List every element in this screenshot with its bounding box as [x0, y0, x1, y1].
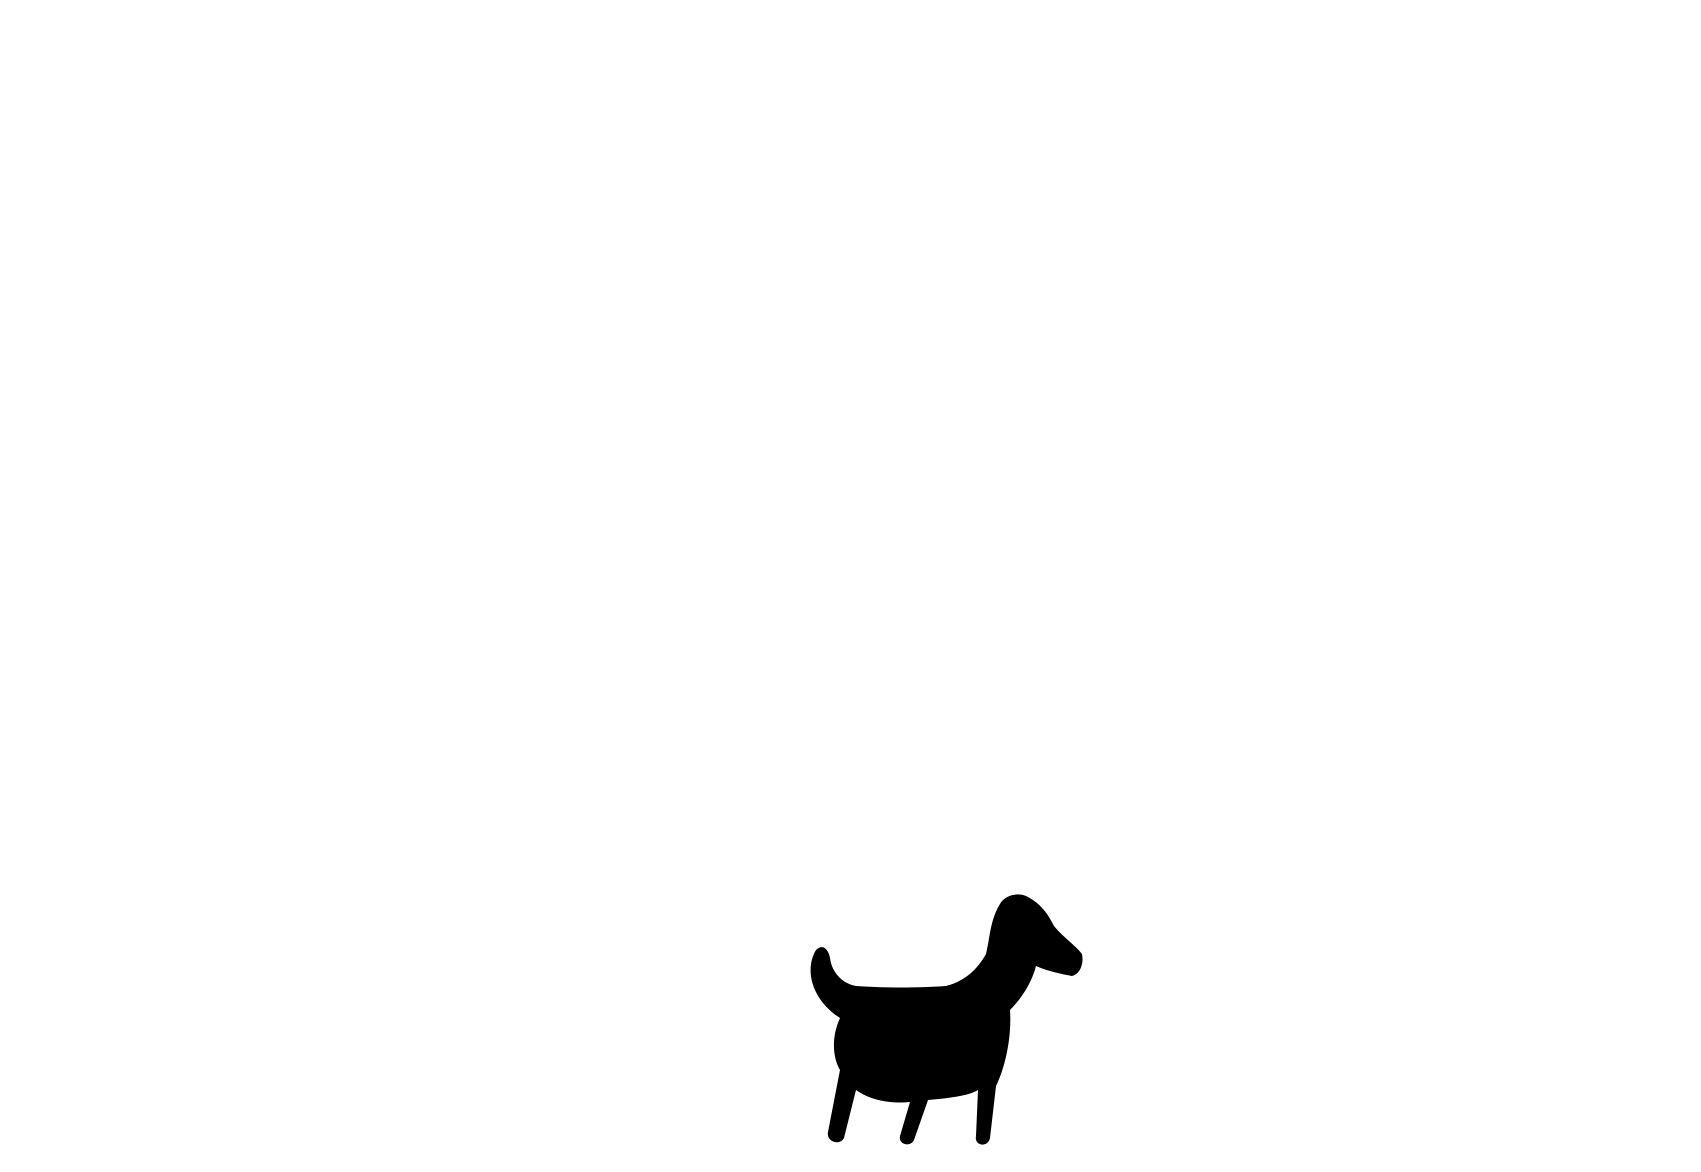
- dog-measurement-diagram: [800, 890, 1140, 1160]
- dog-silhouette-icon: [811, 894, 1083, 1144]
- inches-table: [45, 592, 1667, 800]
- size-header-table: [45, 63, 1667, 274]
- cm-table: [45, 329, 1667, 537]
